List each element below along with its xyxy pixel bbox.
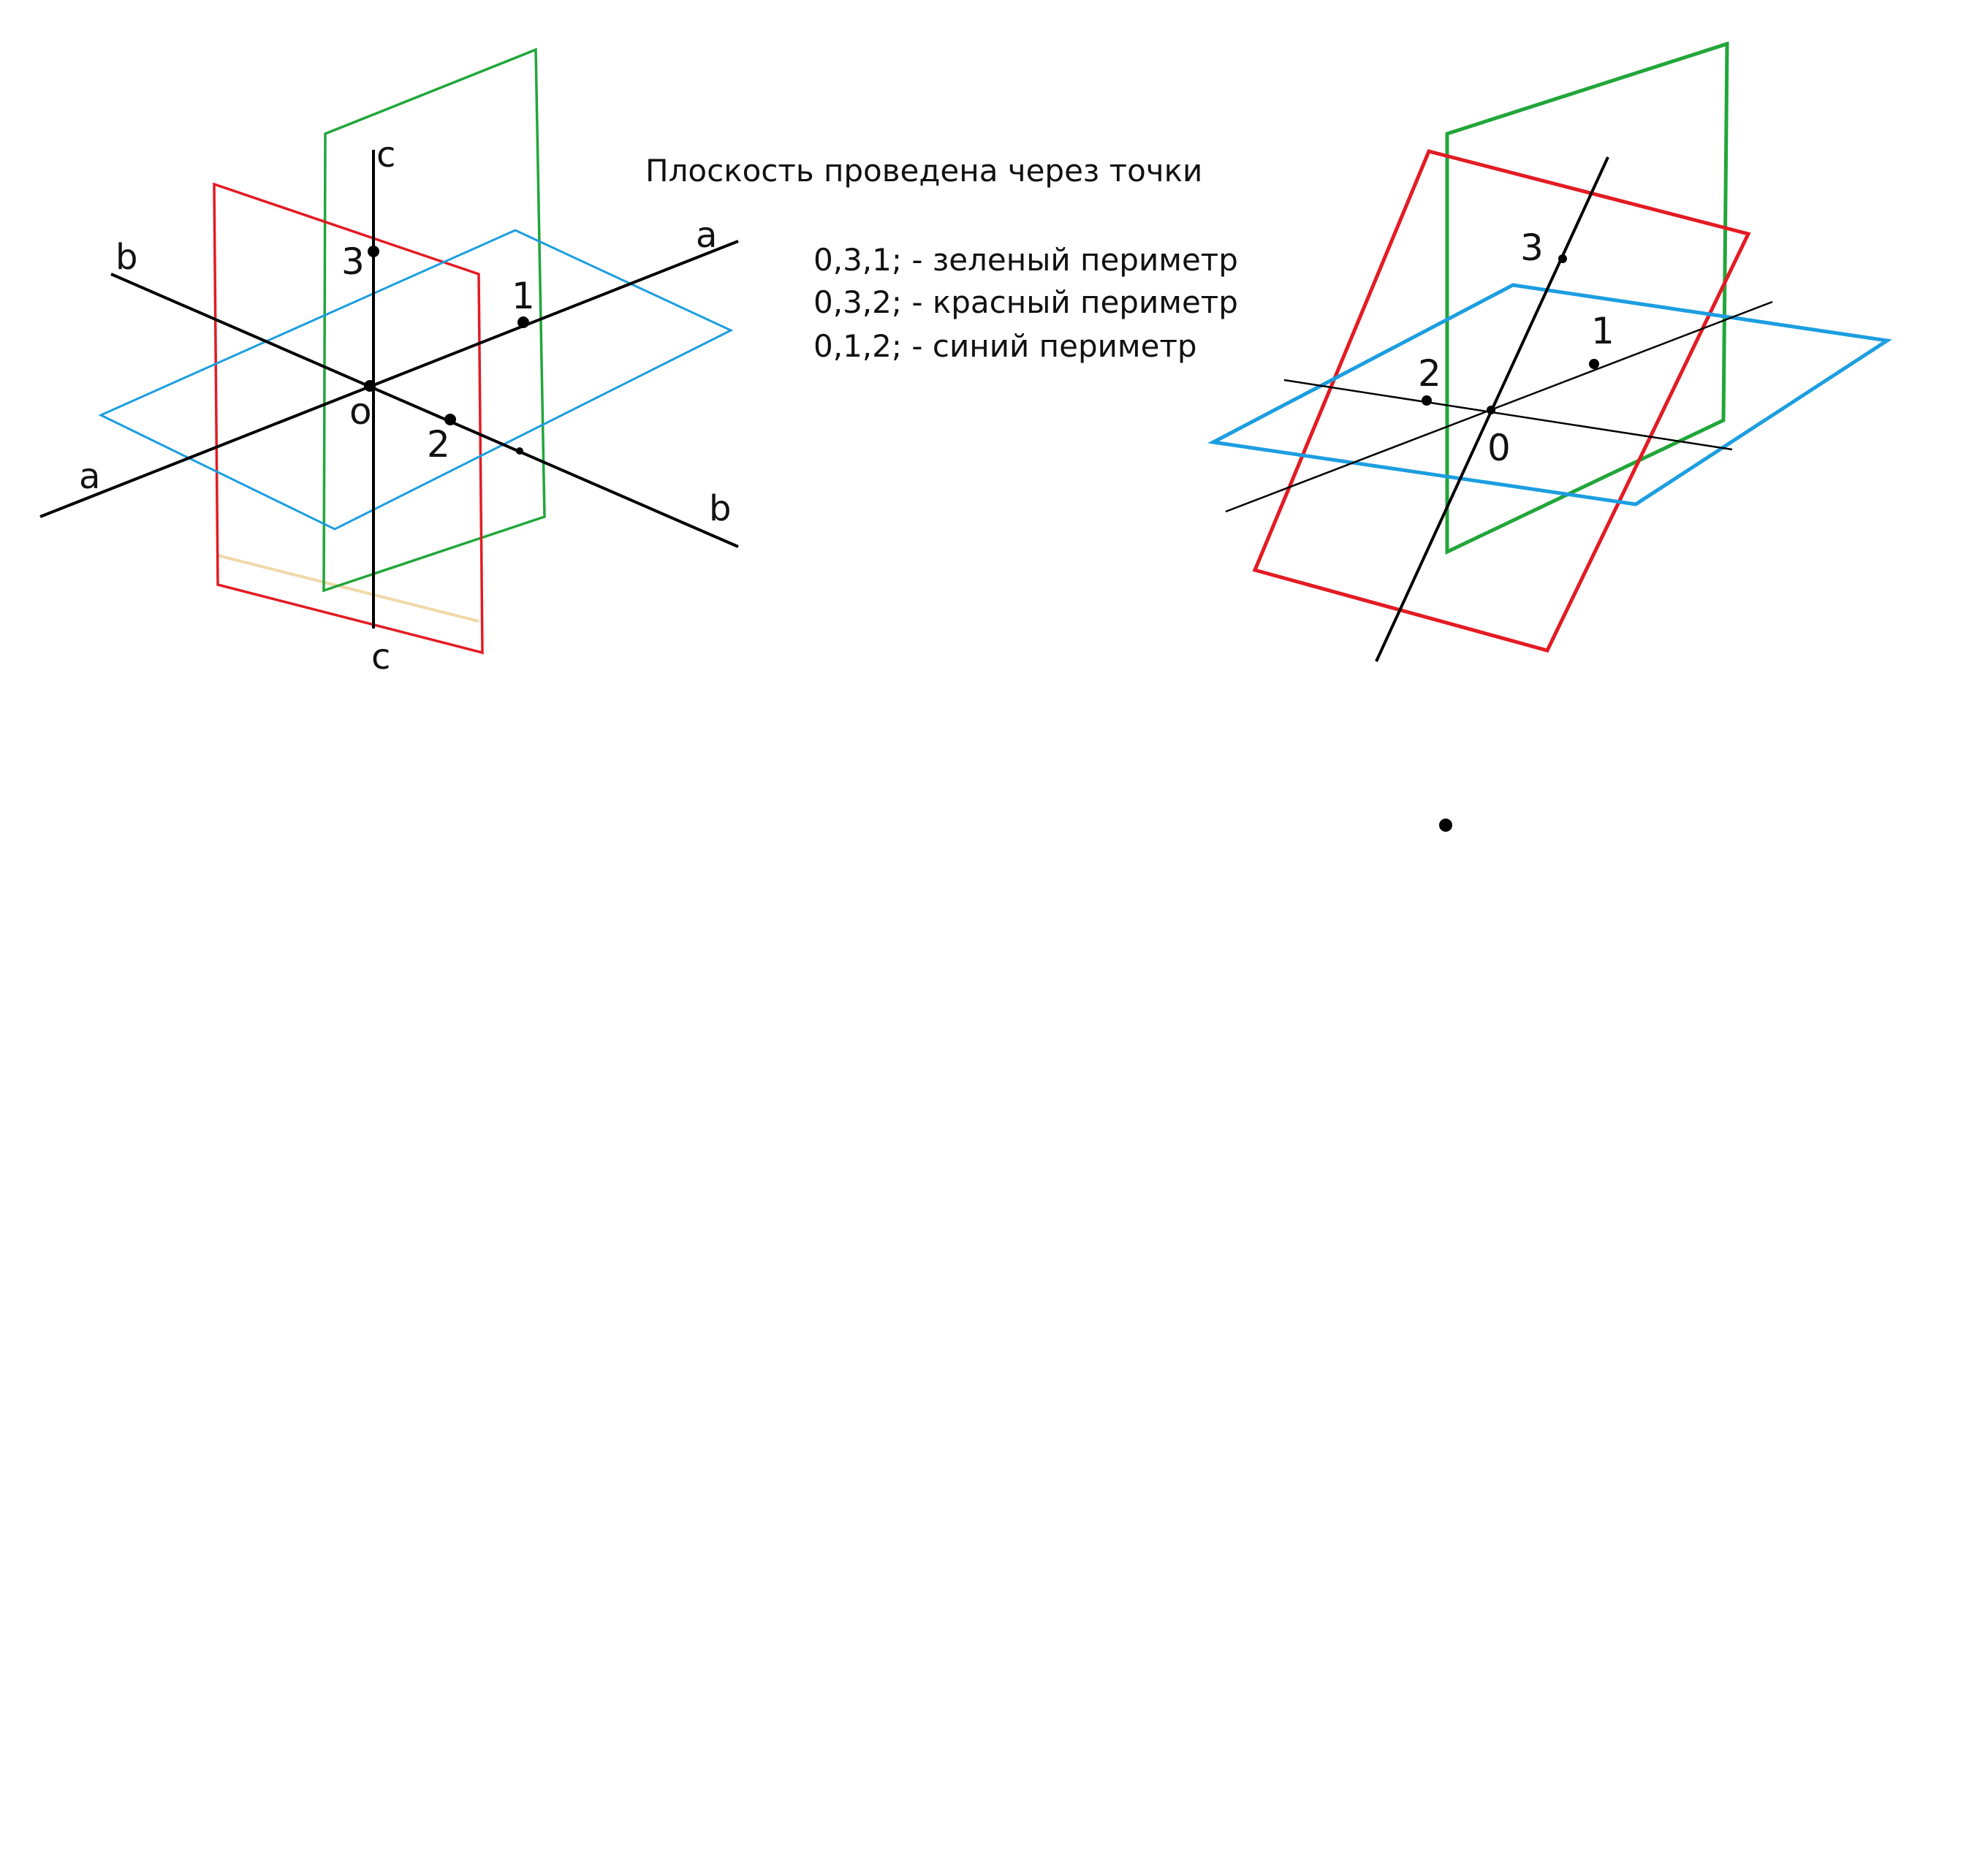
left-label-b-top: b [115,237,138,278]
left-point-1 [517,316,529,328]
left-faint-line [218,555,479,621]
left-label-p2: 2 [427,423,450,466]
left-label-a-top: a [696,215,718,256]
left-green-plane [324,50,545,591]
right-blue-plane [1213,285,1887,504]
left-small-mark [516,447,523,455]
description-block [645,153,1238,364]
left-label-b-bottom: b [709,488,732,529]
right-label-p1: 1 [1591,310,1615,352]
right-red-plane [1255,151,1748,650]
right-point-origin [1487,406,1495,414]
right-diagram [1213,44,1887,832]
right-label-p2: 2 [1418,352,1441,395]
left-diagram [40,50,738,678]
right-axis-1 [1226,302,1772,512]
description-red: 0,3,2; - красный периметр [813,284,1238,320]
left-label-c-bottom: c [371,637,391,678]
right-point-1 [1589,359,1599,369]
description-green: 0,3,1; - зеленый периметр [813,242,1238,278]
description-blue: 0,1,2; - синий периметр [813,328,1197,364]
left-point-3 [368,246,379,257]
left-label-p3: 3 [341,240,365,283]
left-axis-b [111,274,738,547]
description-title: Плоскость проведена через точки [645,153,1203,189]
left-label-c-top: c [376,134,396,175]
left-label-a-bottom: a [79,456,101,497]
left-label-origin: o [349,390,372,433]
right-point-3 [1558,254,1567,263]
left-blue-plane [101,230,731,529]
right-label-origin: 0 [1487,427,1511,469]
right-point-2 [1422,395,1432,406]
right-label-p3: 3 [1520,227,1544,269]
left-label-p1: 1 [512,275,535,317]
right-stray-dot [1439,819,1452,832]
